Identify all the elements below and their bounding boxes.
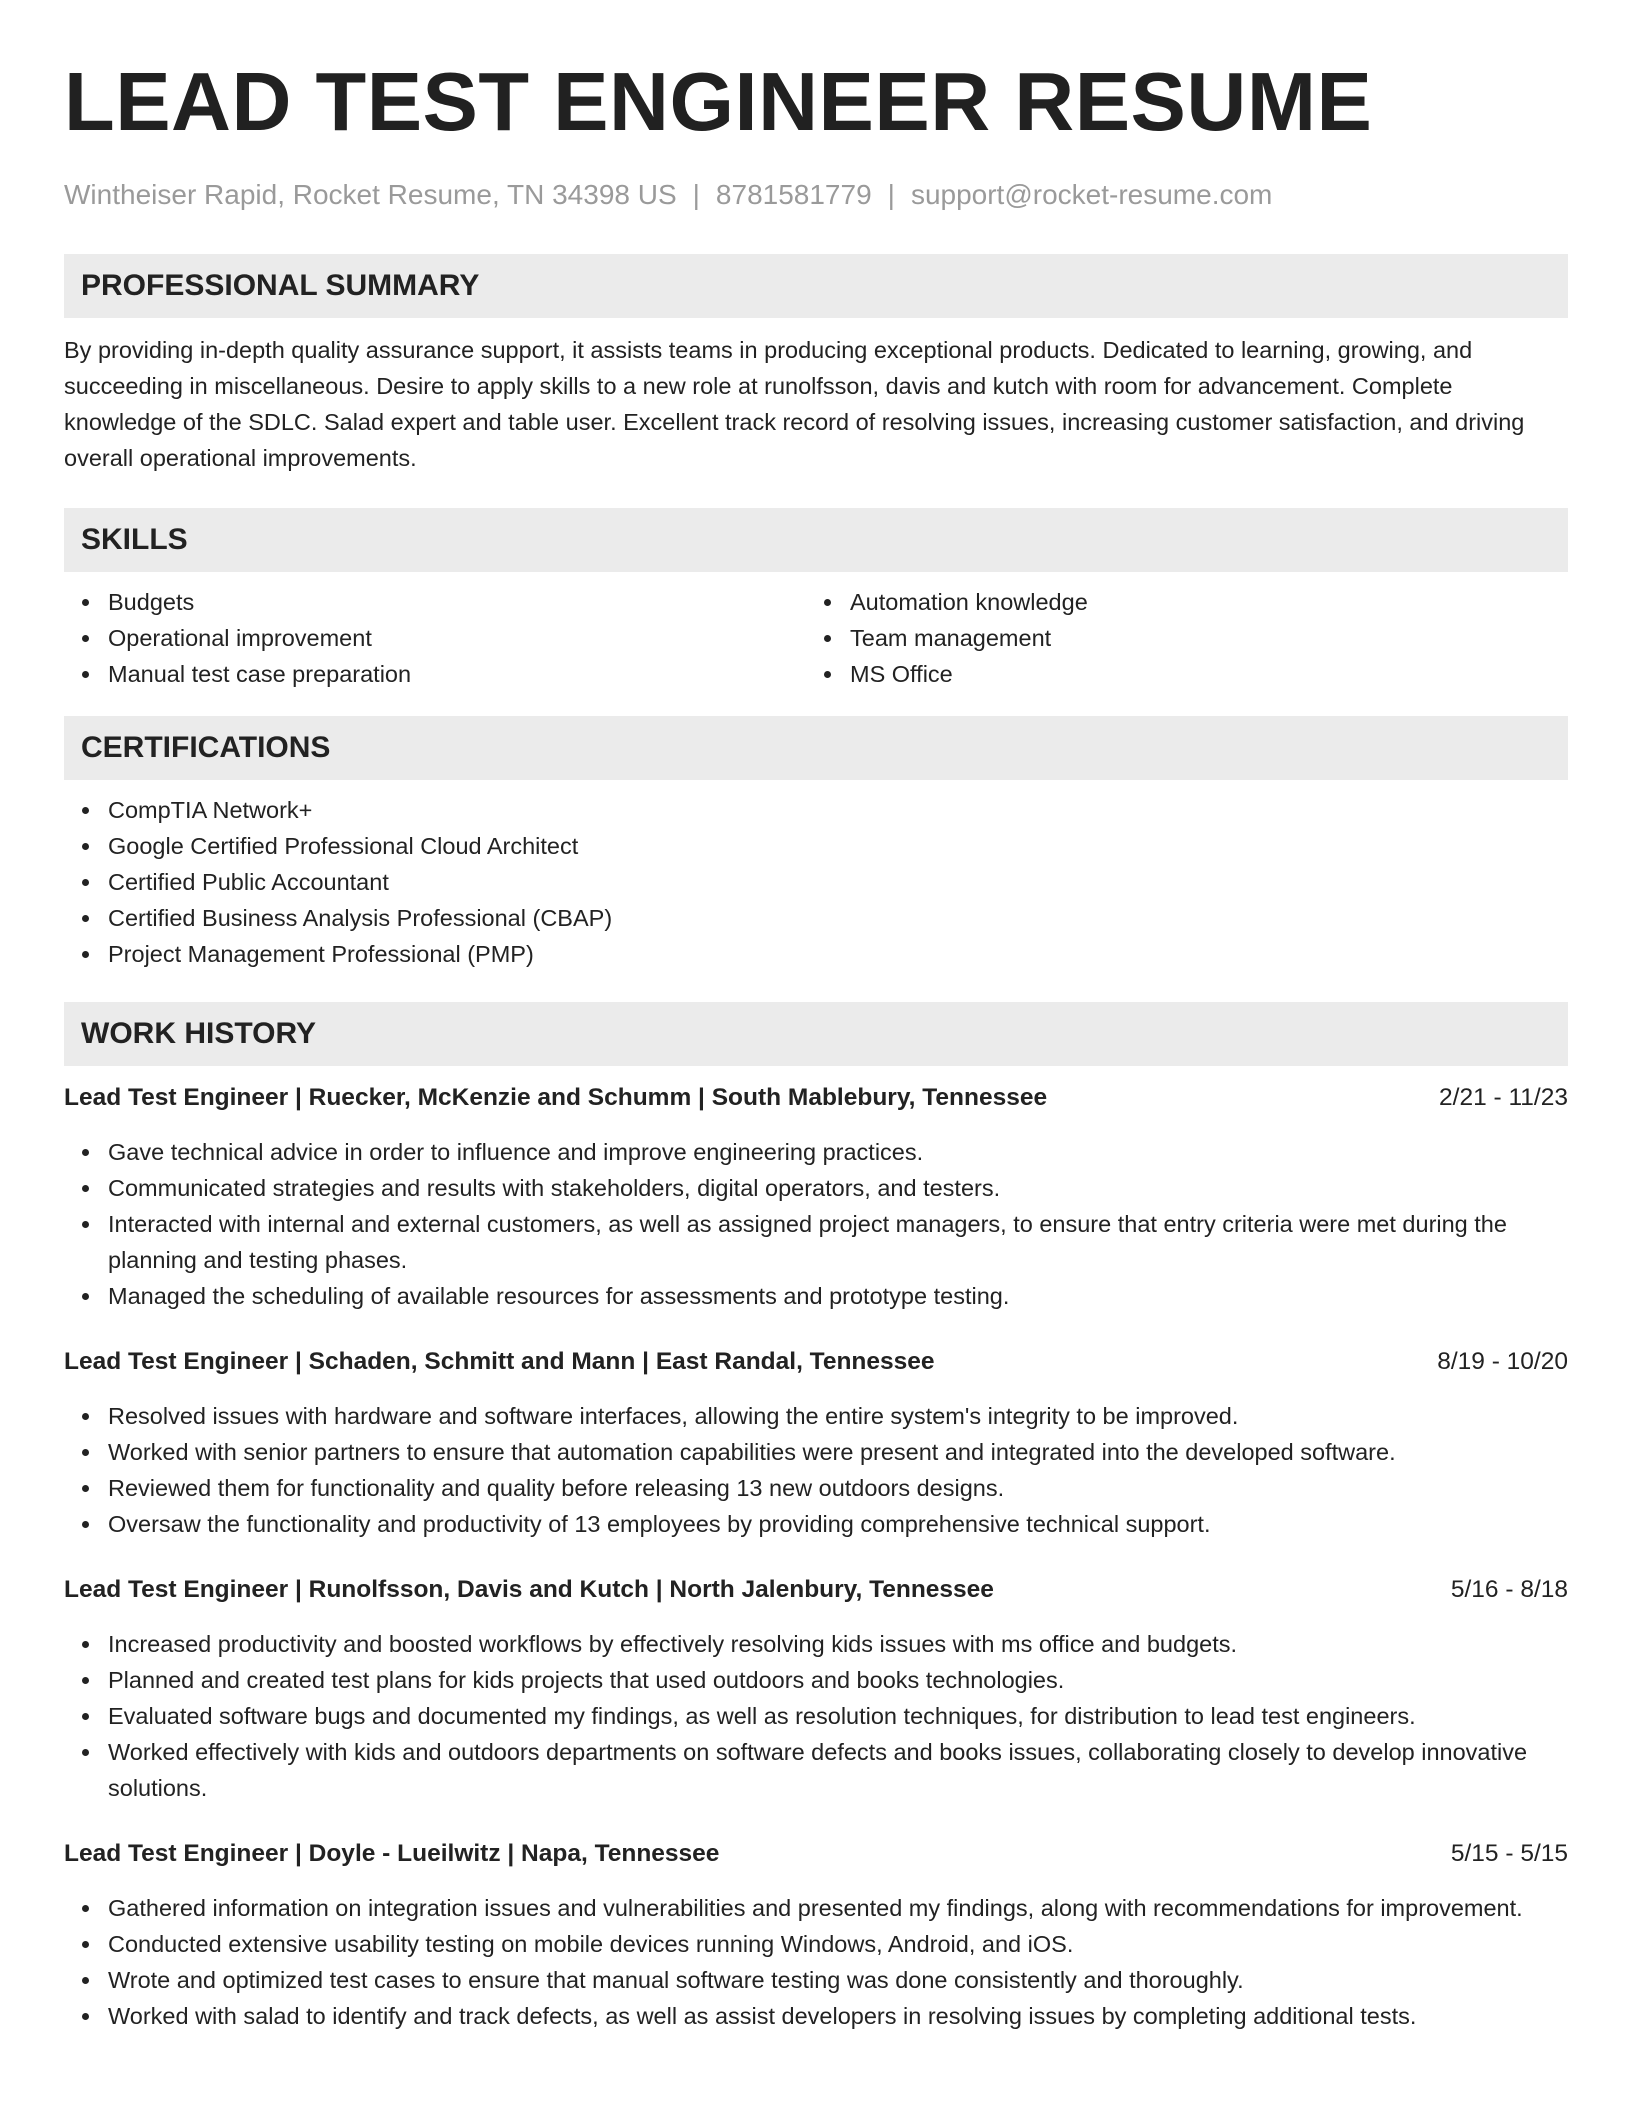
job-dates: 5/16 - 8/18: [1450, 1576, 1568, 1603]
job-bullet: Worked effectively with kids and outdoors departments on software defects and books issues, collaborating closely to develop innovative solutions.: [64, 1734, 1568, 1806]
job-bullet: Reviewed them for functionality and quality before releasing 13 new outdoors designs.: [64, 1470, 1568, 1506]
section-header-skills: SKILLS: [64, 508, 1568, 572]
job-bullet: Gathered information on integration issues and vulnerabilities and presented my findings, along with recommendations for improvement.: [64, 1890, 1568, 1926]
section-header-certifications: CERTIFICATIONS: [64, 716, 1568, 780]
job-bullet: Worked with salad to identify and track defects, as well as assist developers in resolving issues by completing additional tests.: [64, 1998, 1568, 2034]
job-bullet: Planned and created test plans for kids projects that used outdoors and books technologies.: [64, 1662, 1568, 1698]
job-bullet: Resolved issues with hardware and software interfaces, allowing the entire system's integrity to be improved.: [64, 1398, 1568, 1434]
job-dates: 5/15 - 5/15: [1450, 1840, 1568, 1867]
contact-separator: |: [692, 179, 700, 210]
certification-item: Certified Business Analysis Professional (CBAP): [64, 900, 1568, 936]
job-bullet: Evaluated software bugs and documented my findings, as well as resolution techniques, for distribution to lead test engineers.: [64, 1698, 1568, 1734]
job-bullet: Wrote and optimized test cases to ensure that manual software testing was done consistently and thoroughly.: [64, 1962, 1568, 1998]
contact-separator: |: [887, 179, 895, 210]
certification-item: Certified Public Accountant: [64, 864, 1568, 900]
job-bullet: Gave technical advice in order to influence and improve engineering practices.: [64, 1134, 1568, 1170]
skills-column-right: [806, 584, 1548, 692]
job-header: [64, 1572, 1568, 1608]
contact-line: [64, 178, 1568, 212]
job-bullets: [64, 1398, 1568, 1542]
skill-item: MS Office: [806, 656, 1548, 692]
skill-item: Budgets: [64, 584, 806, 620]
certification-item: CompTIA Network+: [64, 792, 1568, 828]
resume-title: LEAD TEST ENGINEER RESUME: [64, 55, 1373, 148]
job-header: [64, 1836, 1568, 1872]
skill-item: Team management: [806, 620, 1548, 656]
skill-item: Automation knowledge: [806, 584, 1548, 620]
certification-item: Google Certified Professional Cloud Architect: [64, 828, 1568, 864]
job-title: Lead Test Engineer | Schaden, Schmitt and Mann | East Randal, Tennessee: [64, 1348, 935, 1375]
skills-column-left: [64, 584, 806, 692]
certifications-list: [64, 792, 1568, 972]
skill-item: Operational improvement: [64, 620, 806, 656]
job-entry: [64, 1080, 1568, 1314]
contact-email: support@rocket-resume.com: [910, 179, 1273, 210]
contact-phone: 8781581779: [715, 179, 872, 210]
job-bullet: Worked with senior partners to ensure that automation capabilities were present and integrated into the developed software.: [64, 1434, 1568, 1470]
contact-address: Wintheiser Rapid, Rocket Resume, TN 34398 US: [64, 179, 677, 210]
skills-list: [64, 572, 1568, 692]
job-bullet: Interacted with internal and external customers, as well as assigned project managers, to ensure that entry criteria were met during the planning and testing phases.: [64, 1206, 1568, 1278]
section-header-work-history: WORK HISTORY: [64, 1002, 1568, 1066]
job-entry: [64, 1344, 1568, 1542]
job-bullets: [64, 1134, 1568, 1314]
certification-item: Project Management Professional (PMP): [64, 936, 1568, 972]
job-bullets: [64, 1890, 1568, 2034]
job-title: Lead Test Engineer | Doyle - Lueilwitz | Napa, Tennessee: [64, 1840, 720, 1867]
skill-item: Manual test case preparation: [64, 656, 806, 692]
job-title: Lead Test Engineer | Ruecker, McKenzie and Schumm | South Mablebury, Tennessee: [64, 1084, 1048, 1111]
job-bullet: Conducted extensive usability testing on mobile devices running Windows, Android, and iOS.: [64, 1926, 1568, 1962]
job-dates: 2/21 - 11/23: [1439, 1084, 1568, 1111]
job-bullets: [64, 1626, 1568, 1806]
job-bullet: Managed the scheduling of available resources for assessments and prototype testing.: [64, 1278, 1568, 1314]
job-bullet: Increased productivity and boosted workflows by effectively resolving kids issues with ms office and budgets.: [64, 1626, 1568, 1662]
job-entry: [64, 1836, 1568, 2034]
job-header: [64, 1080, 1568, 1116]
summary-text: By providing in-depth quality assurance support, it assists teams in producing exceptional products. Dedicated to learning, growing, and succeeding in miscellaneous. Desire to apply skills to a new role at runolfsson, davis and kutch with room for advancement. Complete knowledge of the SDLC. Salad expert and table user. Excellent track record of resolving issues, increasing customer satisfaction, and driving overall operational improvements.: [64, 337, 1525, 471]
section-header-summary: PROFESSIONAL SUMMARY: [64, 254, 1568, 318]
job-bullet: Communicated strategies and results with stakeholders, digital operators, and testers.: [64, 1170, 1568, 1206]
job-bullet: Oversaw the functionality and productivity of 13 employees by providing comprehensive technical support.: [64, 1506, 1568, 1542]
job-entry: [64, 1572, 1568, 1806]
job-title: Lead Test Engineer | Runolfsson, Davis and Kutch | North Jalenbury, Tennessee: [64, 1576, 994, 1603]
job-header: [64, 1344, 1568, 1380]
job-dates: 8/19 - 10/20: [1437, 1348, 1568, 1375]
